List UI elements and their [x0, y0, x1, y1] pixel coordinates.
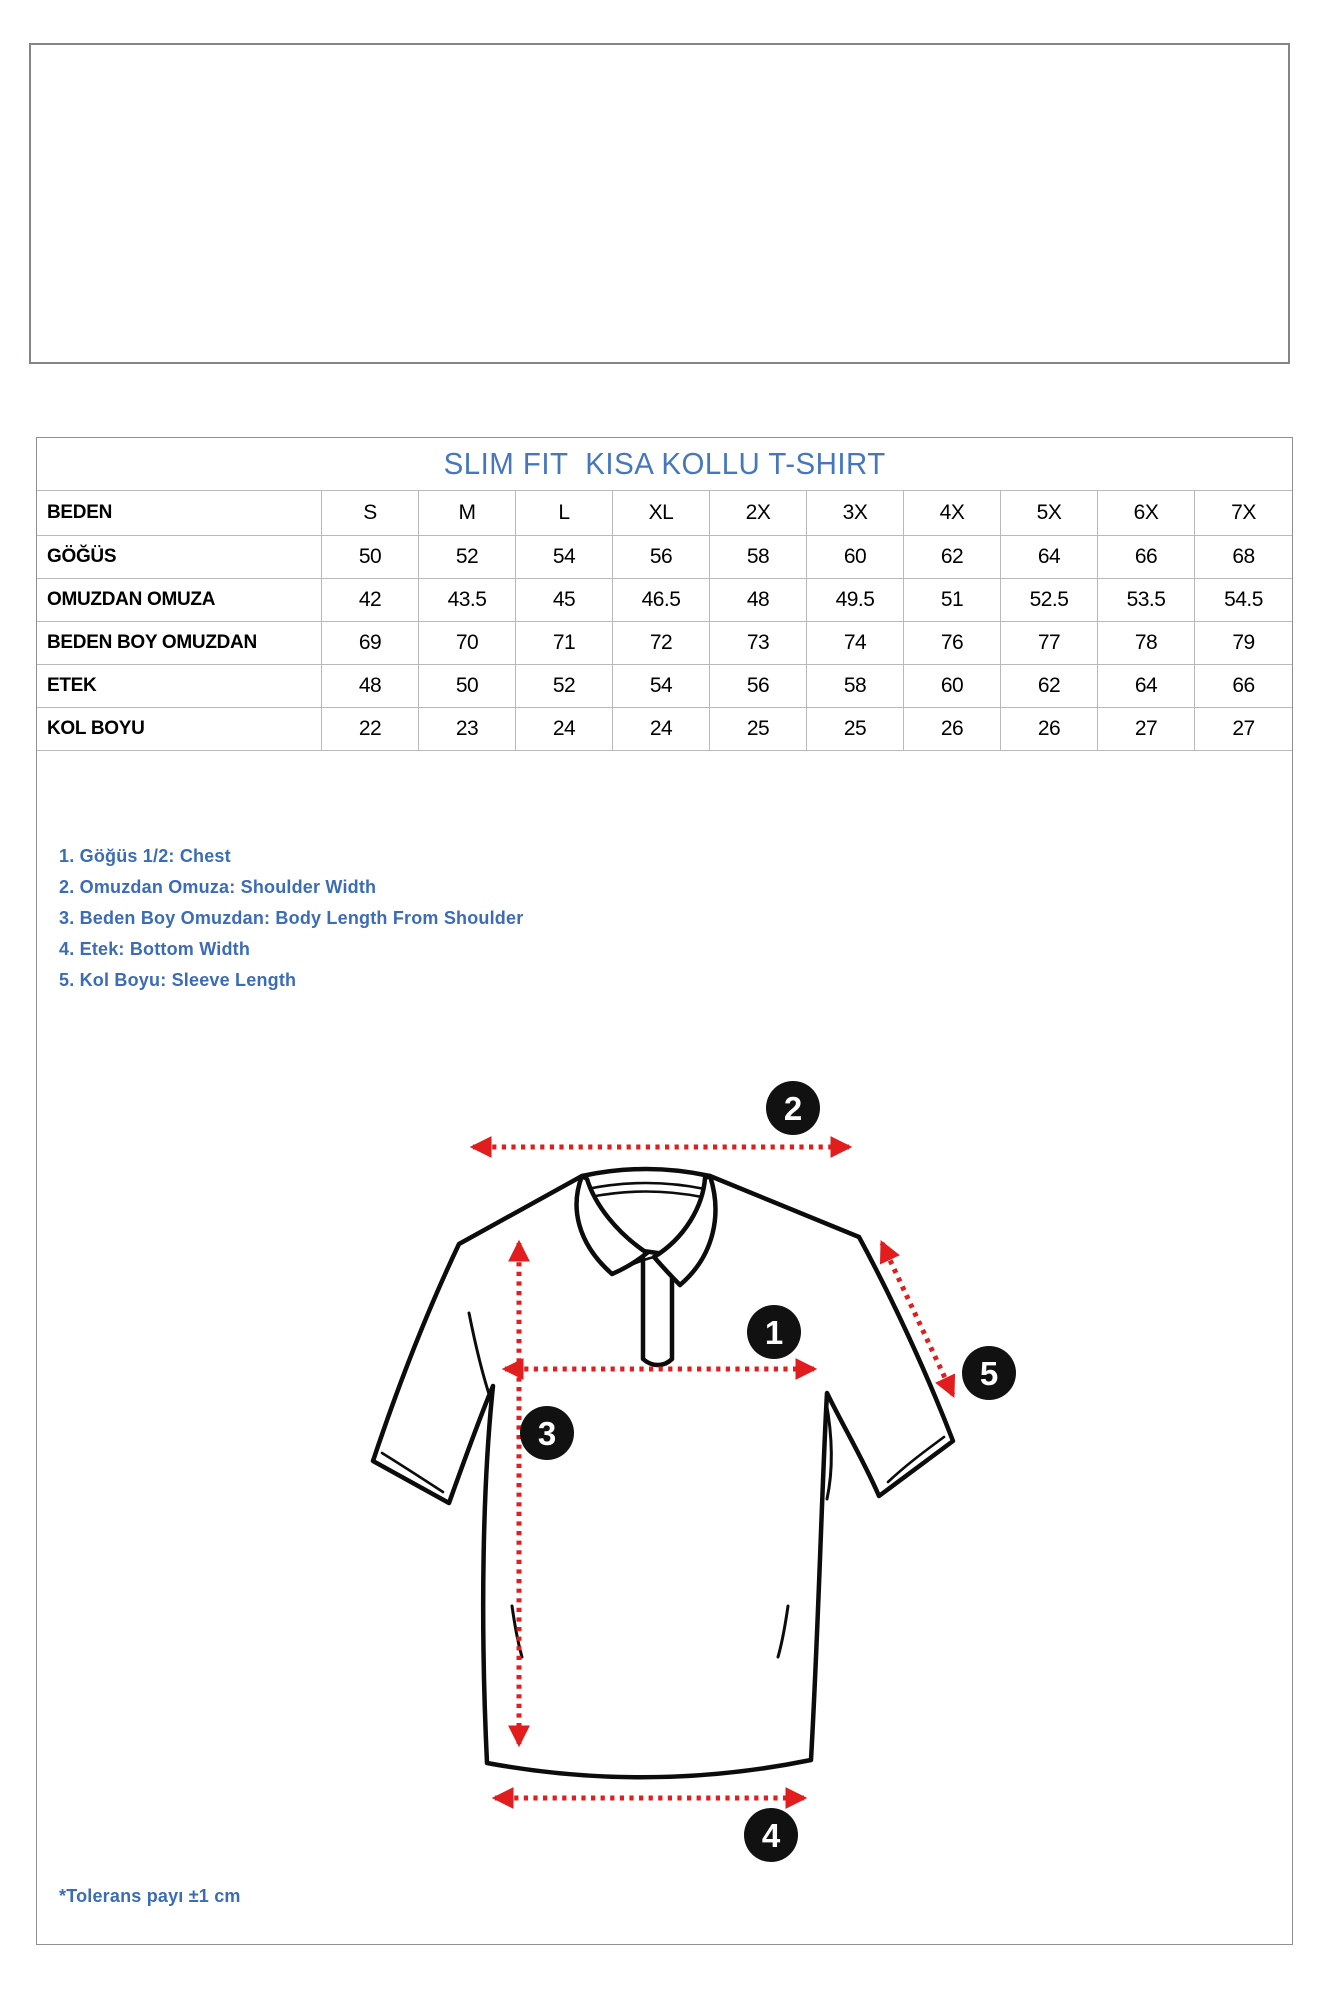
size-column-header: XL: [613, 491, 710, 536]
measurement-value: 46.5: [613, 579, 710, 622]
size-column-header: 7X: [1195, 491, 1292, 536]
measurement-value: 53.5: [1098, 579, 1195, 622]
measurement-value: 43.5: [419, 579, 516, 622]
measurement-value: 22: [322, 708, 419, 751]
measurement-value: 48: [710, 579, 807, 622]
measurement-value: 42: [322, 579, 419, 622]
measurement-value: 79: [1195, 622, 1292, 665]
size-column-header: 2X: [710, 491, 807, 536]
measurement-value: 24: [613, 708, 710, 751]
size-column-header: 3X: [807, 491, 904, 536]
badge-bottom-width-number: 4: [761, 1817, 781, 1854]
measurement-value: 58: [807, 665, 904, 708]
table-title: SLIM FIT KISA KOLLU T-SHIRT: [443, 446, 886, 481]
measurement-value: 62: [1001, 665, 1098, 708]
legend-item: 4. Etek: Bottom Width: [59, 939, 251, 959]
measurement-value: 78: [1098, 622, 1195, 665]
size-column-header: 6X: [1098, 491, 1195, 536]
polo-shirt-drawing: [373, 1169, 953, 1777]
measurement-value: 26: [1001, 708, 1098, 751]
badge-sleeve-length-number: 5: [979, 1355, 999, 1392]
measurement-value: 68: [1195, 536, 1292, 579]
size-column-header: 4X: [904, 491, 1001, 536]
legend-item: 3. Beden Boy Omuzdan: Body Length From Shoulder: [59, 908, 524, 928]
measurement-value: 54: [516, 536, 613, 579]
size-table: [37, 491, 1292, 751]
measurement-row-label: GÖĞÜS: [37, 536, 322, 579]
size-chart-box: [36, 437, 1293, 1945]
measurement-value: 50: [322, 536, 419, 579]
measurement-value: 56: [613, 536, 710, 579]
badge-sleeve-length: [962, 1346, 1016, 1400]
measurement-row-label: KOL BOYU: [37, 708, 322, 751]
legend-item: 5. Kol Boyu: Sleeve Length: [59, 970, 297, 990]
legend-item: 2. Omuzdan Omuza: Shoulder Width: [59, 877, 377, 897]
measurement-value: 73: [710, 622, 807, 665]
measurement-value: 49.5: [807, 579, 904, 622]
measurement-value: 23: [419, 708, 516, 751]
measurement-value: 58: [710, 536, 807, 579]
measurement-value: 64: [1001, 536, 1098, 579]
measurement-value: 27: [1195, 708, 1292, 751]
measurement-value: 26: [904, 708, 1001, 751]
badge-chest-number: 1: [764, 1314, 784, 1351]
measurement-value: 66: [1195, 665, 1292, 708]
measurement-value: 74: [807, 622, 904, 665]
measurement-value: 45: [516, 579, 613, 622]
measurement-value: 72: [613, 622, 710, 665]
measurement-value: 56: [710, 665, 807, 708]
legend-list: [59, 847, 523, 1002]
measurement-value: 69: [322, 622, 419, 665]
measurement-value: 52: [516, 665, 613, 708]
size-header-label: BEDEN: [37, 491, 322, 536]
badge-shoulder-width: [766, 1081, 820, 1135]
measurement-value: 64: [1098, 665, 1195, 708]
measurement-value: 60: [904, 665, 1001, 708]
badge-chest: [747, 1305, 801, 1359]
measurement-value: 66: [1098, 536, 1195, 579]
measurement-row-label: BEDEN BOY OMUZDAN: [37, 622, 322, 665]
measurement-value: 77: [1001, 622, 1098, 665]
measurement-value: 25: [807, 708, 904, 751]
measurement-value: 52.5: [1001, 579, 1098, 622]
badge-body-length: [520, 1406, 574, 1460]
measurement-value: 71: [516, 622, 613, 665]
measurement-value: 52: [419, 536, 516, 579]
measurement-value: 62: [904, 536, 1001, 579]
tolerance-note: *Tolerans payı ±1 cm: [59, 1886, 241, 1906]
measurement-diagram: [281, 1041, 1041, 1871]
size-column-header: S: [322, 491, 419, 536]
measurement-value: 24: [516, 708, 613, 751]
measurement-value: 54.5: [1195, 579, 1292, 622]
legend-item: 1. Göğüs 1/2: Chest: [59, 846, 231, 866]
measurement-value: 51: [904, 579, 1001, 622]
measurement-value: 25: [710, 708, 807, 751]
measurement-value: 60: [807, 536, 904, 579]
measurement-row-label: OMUZDAN OMUZA: [37, 579, 322, 622]
size-column-header: M: [419, 491, 516, 536]
measurement-value: 27: [1098, 708, 1195, 751]
size-column-header: L: [516, 491, 613, 536]
table-title-row: [37, 438, 1292, 491]
empty-image-placeholder-box: [29, 43, 1290, 364]
measurement-value: 50: [419, 665, 516, 708]
measurement-value: 76: [904, 622, 1001, 665]
badge-shoulder-width-number: 2: [783, 1090, 803, 1127]
measurement-row-label: ETEK: [37, 665, 322, 708]
badge-bottom-width: [744, 1808, 798, 1862]
size-column-header: 5X: [1001, 491, 1098, 536]
badge-body-length-number: 3: [537, 1415, 557, 1452]
measurement-value: 48: [322, 665, 419, 708]
measurement-value: 54: [613, 665, 710, 708]
measurement-value: 70: [419, 622, 516, 665]
